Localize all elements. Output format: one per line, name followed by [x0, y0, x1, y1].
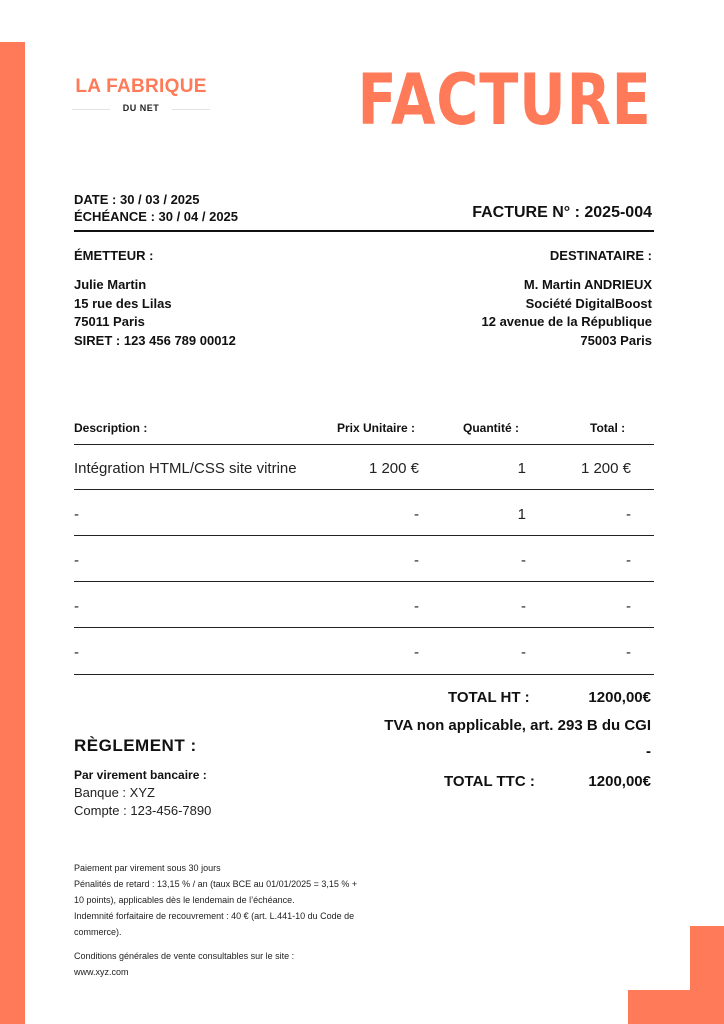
invoice-number: FACTURE N° : 2025-004 — [472, 204, 652, 221]
col-header-unit-price: Prix Unitaire : — [337, 421, 416, 435]
cell-unit-price: - — [414, 598, 419, 615]
issuer-heading: ÉMETTEUR : — [74, 248, 154, 263]
document-title: FACTURE — [357, 59, 652, 141]
recipient-line: 12 avenue de la République — [481, 314, 652, 329]
recipient-line: Société DigitalBoost — [525, 295, 652, 311]
issuer-line: 15 rue des Lilas — [74, 295, 172, 311]
invoice-date: DATE : 30 / 03 / 2025 — [74, 192, 200, 207]
cell-quantity: - — [521, 644, 526, 661]
issuer-line: SIRET : 123 456 789 00012 — [74, 332, 236, 348]
total-ttc-value: 1200,00€ — [588, 773, 651, 790]
invoice-dates — [74, 191, 238, 225]
cgv-note — [74, 948, 294, 980]
terms-line: commerce). — [74, 927, 122, 937]
recipient-line: 75003 Paris — [580, 332, 652, 348]
row-divider — [74, 627, 654, 628]
website-link[interactable]: www.xyz.com — [74, 967, 129, 977]
terms-line: 10 points), applicables dès le lendemain de l’échéance. — [74, 895, 295, 905]
cell-quantity: - — [521, 598, 526, 615]
tva-dash: - — [646, 743, 651, 760]
cell-description: - — [74, 506, 79, 523]
terms-line: Paiement par virement sous 30 jours — [74, 863, 221, 873]
cell-description: - — [74, 598, 79, 615]
row-divider — [74, 581, 654, 582]
cell-total: - — [626, 506, 631, 523]
cell-quantity: 1 — [517, 460, 526, 477]
terms-line: Pénalités de retard : 13,15 % / an (taux BCE au 01/01/2025 = 3,15 % + — [74, 879, 358, 889]
recipient-heading: DESTINATAIRE : — [549, 248, 652, 263]
row-divider — [74, 674, 654, 675]
brand-name: LA FABRIQUE — [75, 76, 207, 97]
total-ht-label: TOTAL HT : — [448, 689, 530, 706]
row-divider — [74, 535, 654, 536]
cell-description: - — [74, 644, 79, 661]
payment-title: RÈGLEMENT : — [74, 736, 197, 755]
col-header-total: Total : — [590, 421, 626, 435]
cell-total: - — [626, 598, 631, 615]
cell-total: - — [626, 644, 631, 661]
cell-unit-price: 1 200 € — [368, 460, 419, 477]
cgv-line: Conditions générales de vente consultables sur le site : — [74, 951, 295, 961]
table-header-divider — [74, 444, 654, 445]
cell-description: - — [74, 552, 79, 569]
cell-quantity: 1 — [517, 506, 526, 523]
issuer-line: Julie Martin — [74, 277, 147, 292]
col-header-quantity: Quantité : — [463, 421, 519, 435]
payment-bank: Banque : XYZ — [74, 785, 155, 800]
payment-method: Par virement bancaire : — [74, 768, 207, 782]
total-ttc-label: TOTAL TTC : — [444, 773, 535, 790]
corner-accent-vertical — [690, 926, 724, 1024]
brand-subtitle: DU NET — [72, 103, 210, 113]
left-accent-bar — [0, 42, 25, 1024]
cell-quantity: - — [521, 552, 526, 569]
recipient-address — [482, 276, 653, 350]
cell-total: 1 200 € — [580, 460, 631, 477]
total-ht-value: 1200,00€ — [588, 689, 651, 706]
tva-note: TVA non applicable, art. 293 B du CGI — [384, 717, 651, 734]
cell-description: Intégration HTML/CSS site vitrine — [74, 460, 297, 477]
cell-unit-price: - — [414, 644, 419, 661]
cell-total: - — [626, 552, 631, 569]
issuer-line: 75011 Paris — [74, 314, 145, 329]
invoice-due-date: ÉCHÉANCE : 30 / 04 / 2025 — [74, 209, 239, 224]
payment-account: Compte : 123-456-7890 — [74, 803, 212, 818]
terms-line: Indemnité forfaitaire de recouvrement : 40 € (art. L.441-10 du Code de — [74, 911, 355, 921]
header-divider — [74, 230, 654, 232]
cell-unit-price: - — [414, 506, 419, 523]
row-divider — [74, 489, 654, 490]
issuer-address — [74, 276, 236, 350]
col-header-description: Description : — [74, 421, 148, 435]
payment-terms — [74, 860, 357, 940]
recipient-line: M. Martin ANDRIEUX — [523, 277, 652, 292]
cell-unit-price: - — [414, 552, 419, 569]
brand-logo — [72, 76, 210, 113]
